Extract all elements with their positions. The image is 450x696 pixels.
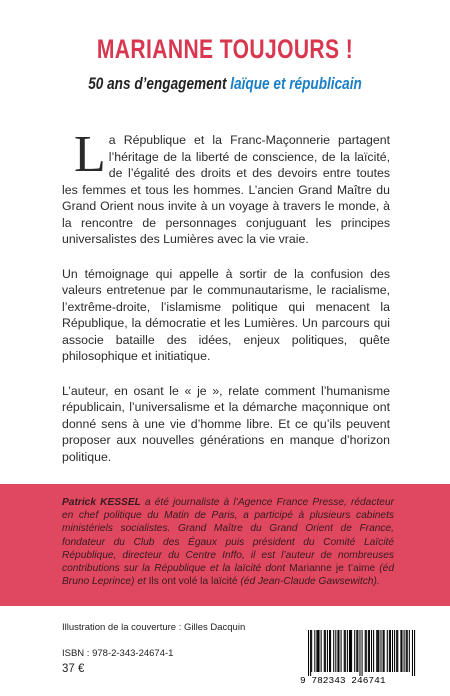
- book-subtitle: [45, 74, 405, 94]
- barcode-bar: [368, 630, 369, 672]
- barcode-bar: [350, 630, 351, 672]
- barcode-bar: [414, 630, 415, 676]
- barcode-bar: [344, 630, 345, 672]
- barcode-bar: [314, 630, 315, 672]
- barcode: [296, 628, 420, 686]
- barcode-bar: [335, 630, 336, 672]
- barcode-bar: [351, 630, 352, 672]
- barcode-bar: [337, 630, 338, 672]
- author-bio: [62, 496, 394, 588]
- barcode-bar: [349, 630, 350, 672]
- drop-cap: L: [74, 126, 106, 183]
- barcode-bar: [380, 630, 381, 672]
- subtitle-accent: laïque et républicain: [230, 74, 362, 93]
- barcode-bar: [412, 630, 413, 676]
- barcode-digits: 9 782343 246741: [300, 675, 386, 686]
- barcode-bar: [330, 630, 331, 672]
- barcode-bar: [354, 630, 355, 672]
- illustration-credit: Illustration de la couverture : Gilles Dacquin: [62, 622, 246, 633]
- paragraph-3: L’auteur, en osant le « je », relate comment l’humanisme républicain, l’universalisme et la démarche maçonnique ont donné sens à une vie d’homme libre. Et ce qu’ils peuvent proposer aux nouvelles générations en manque d’horizon politique.: [62, 383, 390, 464]
- barcode-bar: [369, 630, 370, 672]
- barcode-bar: [366, 630, 367, 672]
- bio-text: a été journaliste à l’Agence France Presse, rédacteur en chef politique du Matin de Paris, a participé à plusieurs cabinets ministériels socialistes. Grand Maître du Grand Orient de France, fondateur du Club des Égaux puis président du Comité Laïcité République, directeur du Centre Inffo, il est l’auteur de nombreuses contributions sur la République et la laïcité dont: [62, 497, 395, 575]
- barcode-bar: [333, 630, 334, 672]
- price: 37 €: [62, 663, 85, 675]
- barcode-bar: [327, 630, 328, 672]
- barcode-bar: [397, 630, 398, 672]
- barcode-bar: [409, 630, 410, 672]
- barcode-bar: [310, 630, 311, 676]
- book-2-title: Ils ont volé la laïcité: [148, 576, 238, 588]
- barcode-bar: [338, 630, 339, 672]
- barcode-bar: [341, 630, 342, 672]
- barcode-bar: [407, 630, 408, 672]
- barcode-bar: [401, 630, 402, 672]
- barcode-bar: [357, 630, 358, 672]
- barcode-bar: [390, 630, 391, 672]
- barcode-bar: [404, 630, 405, 672]
- barcode-bar: [396, 630, 397, 672]
- barcode-bar: [394, 630, 395, 672]
- book-title: MARIANNE TOUJOURS !: [96, 34, 354, 64]
- subtitle-plain: 50 ans d’engagement: [88, 74, 231, 93]
- barcode-bar: [316, 630, 317, 672]
- barcode-bar: [400, 630, 401, 672]
- isbn: ISBN : 978-2-343-24674-1: [62, 648, 174, 659]
- book-1-note: (éd Bruno Leprince) et: [62, 563, 394, 588]
- barcode-bar: [356, 630, 357, 672]
- barcode-bar: [389, 630, 390, 672]
- barcode-bar: [319, 630, 320, 672]
- barcode-bar: [321, 630, 322, 672]
- book-2-note: (éd Jean-Claude Gawsewitch).: [237, 576, 380, 588]
- barcode-bar: [392, 630, 393, 672]
- barcode-bar: [345, 630, 346, 672]
- barcode-bar: [362, 630, 363, 676]
- barcode-bar: [329, 630, 330, 672]
- barcode-bar: [359, 630, 360, 676]
- barcode-bar: [317, 630, 318, 672]
- barcode-bar: [384, 630, 385, 672]
- barcode-bar: [377, 630, 378, 672]
- barcode-bar: [376, 630, 377, 672]
- barcode-bar: [373, 630, 374, 672]
- barcode-bar: [308, 630, 309, 676]
- barcode-bar: [365, 630, 366, 672]
- paragraph-1: [62, 126, 390, 248]
- barcode-bar: [347, 630, 348, 672]
- barcode-graphic: [296, 628, 420, 686]
- barcode-bar: [325, 630, 326, 672]
- book-1-title: Marianne je t’aime: [289, 563, 376, 575]
- paragraph-1-text: a République et la Franc-Maçonnerie partagent l’héritage de la liberté de conscience, de la laïcité, de l’égalité des droits et des devoirs entre toutes les femmes et tous les hommes. L’ancien Grand Maître du Grand Orient nous invite à un voyage à travers le monde, à la rencontre de personnages conjuguant les principes universalistes des Lumières avec la vie vraie.: [62, 133, 390, 246]
- barcode-bar: [406, 630, 407, 672]
- barcode-bar: [311, 630, 312, 672]
- barcode-bar: [387, 630, 388, 672]
- barcode-bar: [324, 630, 325, 672]
- barcode-bar: [383, 630, 384, 672]
- back-cover-blurb: [62, 126, 390, 518]
- barcode-bar: [371, 630, 372, 672]
- barcode-bar: [378, 630, 379, 672]
- author-name: Patrick KESSEL: [62, 497, 141, 508]
- paragraph-2: Un témoignage qui appelle à sortir de la confusion des valeurs entretenue par le communautarisme, le racialisme, l’extrême-droite, l’islamisme politique qui menacent la République, la démocratie et les Lumières. Un parcours qui associe bataille des idées, enjeux politiques, quête philosophique et initiatique.: [62, 266, 390, 363]
